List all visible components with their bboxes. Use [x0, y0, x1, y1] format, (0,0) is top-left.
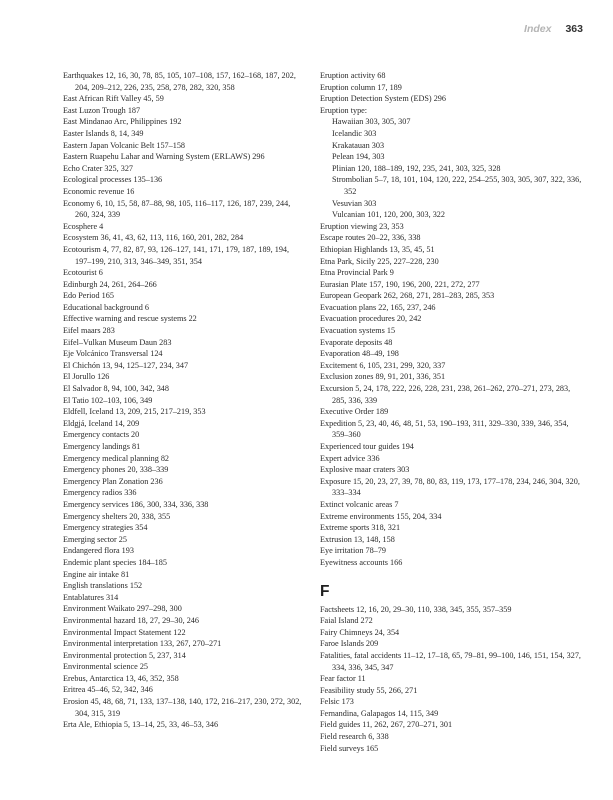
index-entry: Extreme environments 155, 204, 334	[320, 511, 442, 521]
index-entry: Eastern Ruapehu Lahar and Warning System (ERLAWS) 296	[63, 152, 265, 162]
index-entry: El Salvador 8, 94, 100, 342, 348	[63, 384, 169, 394]
index-entry: El Tatio 102–103, 106, 349	[63, 395, 153, 405]
section-title: Index	[524, 23, 552, 35]
index-entry: Emergency radios 336	[63, 488, 137, 498]
index-entry: Environmental science 25	[63, 662, 149, 672]
index-entry: East Luzon Trough 187	[63, 105, 141, 115]
index-entry: Environmental protection 5, 237, 314	[63, 650, 186, 660]
index-entry: Excursion 5, 24, 178, 222, 226, 228, 231, 238, 261–262, 270–271, 273, 283, 285, 336, 339	[320, 384, 571, 405]
index-entry: Endemic plant species 184–185	[63, 557, 167, 567]
index-entry: Emergency landings 81	[63, 442, 141, 451]
index-entry: Economy 6, 10, 15, 58, 87–88, 98, 105, 116–117, 126, 187, 239, 244, 260, 324, 339	[63, 198, 291, 220]
index-entry: Extinct volcanic areas 7	[320, 499, 399, 509]
index-entry: Felsic 173	[320, 697, 354, 707]
index-entry: Environmental Impact Statement 122	[63, 627, 186, 637]
index-entry: Eyewitness accounts 166	[320, 557, 403, 567]
index-entry: Entablatures 314	[63, 592, 119, 602]
index-entry: Eastern Japan Volcanic Belt 157–158	[63, 140, 186, 150]
index-entry: Ethiopian Highlands 13, 35, 45, 51	[320, 244, 435, 254]
index-entry: Ecosphere 4	[63, 221, 104, 231]
index-entry: Ecotourism 4, 77, 82, 87, 93, 126–127, 141, 171, 179, 187, 189, 194, 197–199, 210, 313, 346–349, 351, 354	[63, 244, 290, 266]
index-entry: Experienced tour guides 194	[320, 442, 414, 451]
index-entry: European Geopark 262, 268, 271, 281–283, 285, 353	[320, 291, 495, 301]
index-entry: Eje Volcánico Transversal 124	[63, 349, 163, 359]
index-entry: Field guides 11, 262, 267, 270–271, 301	[320, 720, 453, 730]
index-entry: Educational background 6	[63, 302, 149, 312]
index-entry: Emerging sector 25	[63, 534, 127, 544]
index-entry: Erebus, Antarctica 13, 46, 352, 358	[63, 673, 179, 683]
index-entry: Endangered flora 193	[63, 546, 134, 556]
index-entry: Erta Ale, Ethiopia 5, 13–14, 25, 33, 46–53, 346	[63, 720, 219, 730]
index-entry: Eruption Detection System (EDS) 296	[320, 94, 446, 104]
index-entry: Environmental hazard 18, 27, 29–30, 246	[63, 615, 199, 625]
index-entry: Expedition 5, 23, 40, 46, 48, 51, 53, 190–193, 311, 329–330, 339, 346, 354, 359–360	[320, 418, 569, 440]
index-entry: Excitement 6, 105, 231, 299, 320, 337	[320, 360, 446, 370]
index-entry: Erosion 45, 48, 68, 71, 133, 137–138, 140, 172, 216–217, 230, 272, 302, 304, 315, 319	[63, 697, 302, 718]
index-entry: Eldfell, Iceland 13, 209, 215, 217–219, 353	[63, 407, 206, 417]
index-entry: Fear factor 11	[320, 674, 366, 684]
index-entry: Field research 6, 338	[320, 732, 389, 742]
index-entry: Emergency shelters 20, 338, 355	[63, 511, 171, 521]
index-entry: Fernandina, Galapagos 14, 115, 349	[320, 708, 439, 718]
index-entry: Extrusion 13, 148, 158	[320, 534, 395, 544]
index-entry: Executive Order 189	[320, 407, 389, 417]
index-entry: Fatalities, fatal accidents 11–12, 17–18, 65, 79–81, 99–100, 146, 151, 154, 327, 334, 336, 345, 347	[320, 650, 581, 672]
index-entry: Eritrea 45–46, 52, 342, 346	[63, 685, 153, 695]
index-entry: Emergency contacts 20	[63, 430, 140, 440]
index-entry: El Jorullo 126	[63, 372, 110, 382]
index-subentry: Vesuvian 303	[332, 198, 377, 208]
index-entry: Faroe Islands 209	[320, 639, 379, 649]
index-column-right	[320, 70, 582, 754]
index-entry: Eruption type:	[320, 105, 368, 115]
index-entry: Eurasian Plate 157, 190, 196, 200, 221, 272, 277	[320, 279, 480, 289]
index-entry: English translations 152	[63, 581, 143, 591]
index-entry: Etna Park, Sicily 225, 227–228, 230	[320, 256, 439, 266]
index-entry: Emergency strategies 354	[63, 523, 148, 533]
index-entry: Evacuation systems 15	[320, 326, 396, 336]
index-entry: Etna Provincial Park 9	[320, 268, 394, 278]
page-number: 363	[565, 23, 583, 35]
index-entry: Emergency Plan Zonation 236	[63, 476, 163, 486]
index-entry: Effective warning and rescue systems 22	[63, 314, 197, 324]
index-entry: Environment Waikato 297–298, 300	[63, 604, 182, 614]
index-entry: Emergency phones 20, 338–339	[63, 465, 169, 475]
index-subentry: Plinian 120, 188–189, 192, 235, 241, 303, 325, 328	[332, 163, 501, 173]
index-subentry: Hawaiian 303, 305, 307	[332, 117, 411, 127]
index-entry: Evaporate deposits 48	[320, 337, 393, 347]
index-entry: Engine air intake 81	[63, 569, 130, 579]
index-entry: Evacuation procedures 20, 242	[320, 314, 422, 324]
index-entry: Edinburgh 24, 261, 264–266	[63, 279, 157, 289]
index-entry: Ecological processes 135–136	[63, 175, 163, 185]
index-entry: Echo Crater 325, 327	[63, 163, 134, 173]
running-header	[524, 21, 583, 37]
index-entry: Evaporation 48–49, 198	[320, 349, 399, 359]
index-entry: Exclusion zones 89, 91, 201, 336, 351	[320, 372, 446, 382]
index-entry: Eifel maars 283	[63, 326, 115, 336]
index-entry: Fairy Chimneys 24, 354	[320, 627, 400, 637]
index-entry: Evacuation plans 22, 165, 237, 246	[320, 302, 436, 312]
index-entry: Explosive maar craters 303	[320, 465, 410, 475]
index-section-letter: F	[320, 582, 330, 600]
index-subentry: Strombolian 5–7, 18, 101, 104, 120, 222, 254–255, 303, 305, 307, 322, 336, 352	[332, 175, 582, 196]
index-subentry: Pelean 194, 303	[332, 152, 385, 162]
index-entry: Emergency services 186, 300, 334, 336, 338	[63, 499, 209, 509]
index-entry: Eye irritation 78–79	[320, 546, 386, 556]
index-entry: Eruption column 17, 189	[320, 82, 402, 92]
index-column-left	[63, 70, 303, 731]
index-entry: Emergency medical planning 82	[63, 453, 170, 463]
index-entry: Eldgjá, Iceland 14, 209	[63, 418, 140, 428]
index-entry: Exposure 15, 20, 23, 27, 39, 78, 80, 83, 119, 173, 177–178, 234, 246, 304, 320, 333–334	[320, 476, 580, 498]
index-entry: Edo Period 165	[63, 291, 114, 301]
index-entry: Escape routes 20–22, 336, 338	[320, 233, 421, 243]
index-entry: Feasibility study 55, 266, 271	[320, 685, 418, 695]
index-entry: Eruption viewing 23, 353	[320, 221, 404, 231]
index-entry: El Chichón 13, 94, 125–127, 234, 347	[63, 360, 189, 370]
index-entry: East Mindanao Arc, Philippines 192	[63, 117, 182, 127]
index-entry: Field surveys 165	[320, 743, 379, 753]
index-entry: Environmental interpretation 133, 267, 270–271	[63, 639, 222, 649]
index-entry: Easter Islands 8, 14, 349	[63, 128, 144, 138]
index-entry: Economic revenue 16	[63, 186, 135, 196]
index-subentry: Icelandic 303	[332, 128, 377, 138]
index-entry: Earthquakes 12, 16, 30, 78, 85, 105, 107–108, 157, 162–168, 187, 202, 204, 209–212, 226, 235, 258, 278, 282, 320, 358	[63, 71, 296, 92]
index-entry: Eruption activity 68	[320, 71, 386, 80]
index-entry: Ecotourist 6	[63, 268, 103, 278]
index-entry: Eifel–Vulkan Museum Daun 283	[63, 337, 172, 347]
index-entry: East African Rift Valley 45, 59	[63, 94, 164, 104]
index-entry: Factsheets 12, 16, 20, 29–30, 110, 338, 345, 355, 357–359	[320, 604, 512, 614]
index-entry: Expert advice 336	[320, 453, 380, 463]
index-entry: Faial Island 272	[320, 616, 373, 626]
index-entry: Extreme sports 318, 321	[320, 523, 401, 533]
index-subentry: Krakatauan 303	[332, 140, 385, 150]
index-subentry: Vulcanian 101, 120, 200, 303, 322	[332, 210, 445, 220]
index-entry: Ecosystem 36, 41, 43, 62, 113, 116, 160, 201, 282, 284	[63, 233, 244, 243]
